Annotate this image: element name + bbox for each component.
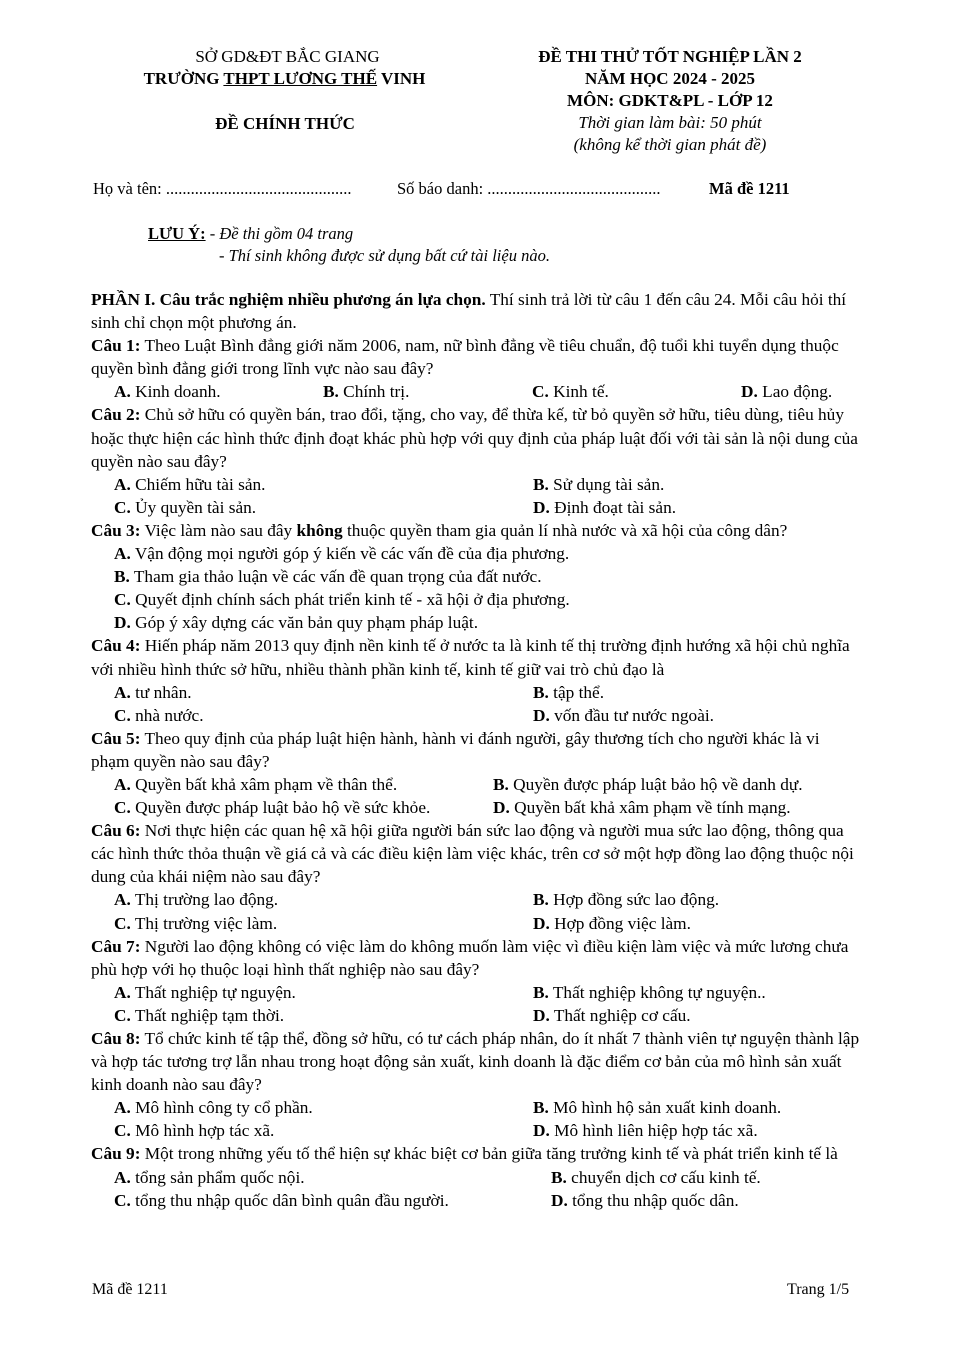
question-5-options-row-1 — [91, 773, 861, 796]
option-b: B. chuyển dịch cơ cấu kinh tế. — [551, 1167, 761, 1187]
option-d: D. Góp ý xây dựng các văn bản quy phạm pháp luật. — [114, 613, 479, 633]
part-1-title: PHẦN I. Câu trắc nghiệm nhiều phương án lựa chọn. — [91, 290, 486, 309]
option-d: D. Lao động. — [741, 382, 833, 402]
question-6-options-row-2 — [91, 912, 861, 935]
student-id-field: Số báo danh: .......................................... — [397, 179, 661, 198]
time-allowed: Thời gian làm bài: 50 phút — [578, 113, 762, 132]
question-label: Câu 7: — [91, 936, 141, 956]
time-note: (không kể thời gian phát đề) — [573, 135, 767, 154]
option-c: C. Mô hình hợp tác xã. — [114, 1121, 275, 1141]
question-label: Câu 8: — [91, 1029, 141, 1048]
question-text: Người lao động không có việc làm do không muốn làm việc vì điều kiện làm việc và mức lương chưa phù hợp với họ thuộc loại hình thất nghiệp nào sau đây? — [91, 936, 849, 979]
question-4-options-row-1 — [91, 681, 861, 704]
question-2-options-row-2 — [91, 496, 861, 519]
question-label: Câu 1: — [91, 336, 141, 356]
question-8-options-row-2 — [91, 1119, 861, 1142]
question-label: Câu 4: — [91, 636, 141, 656]
option-d: D. vốn đầu tư nước ngoài. — [533, 705, 714, 725]
question-label: Câu 2: — [91, 405, 141, 425]
option-a: A. tổng sản phẩm quốc nội. — [114, 1167, 305, 1187]
question-text: Theo quy định của pháp luật hiện hành, hành vi đánh người, gây thương tích cho người khác là vi phạm quyền nào sau đây? — [91, 728, 820, 771]
question-6-options-row-1 — [91, 888, 861, 911]
question-8-options-row-1 — [91, 1096, 861, 1119]
option-b: B. Mô hình hộ sản xuất kinh doanh. — [533, 1098, 782, 1118]
school-name-underlined: THPT LƯƠNG THẾ — [223, 69, 378, 88]
school-name-prefix: TRƯỜNG — [143, 69, 224, 88]
question-1 — [91, 334, 861, 380]
question-text: Tổ chức kinh tế tập thể, đồng sở hữu, có tư cách pháp nhân, do ít nhất 7 thành viên tự nguyện thành lập và hợp tác tương trợ lẫn nhau trong hoạt động sản xuất, kinh doanh là đặc điểm cơ bản của mô hình sản xuất kinh doanh nào sau đây? — [91, 1029, 860, 1095]
part-1-description: Thí sinh trả lời từ câu 1 đến câu 24. Mỗi câu hỏi thí sinh chỉ chọn một phương án. — [91, 290, 847, 333]
question-3-options — [91, 542, 861, 634]
option-a: A. Chiếm hữu tài sản. — [114, 474, 266, 494]
question-6 — [91, 819, 861, 888]
option-a: A. Quyền bất khả xâm phạm về thân thể. — [114, 774, 398, 794]
note-line-1 — [148, 224, 353, 244]
school-year: NĂM HỌC 2024 - 2025 — [585, 69, 755, 88]
note-label: LƯU Ý: — [148, 224, 206, 243]
subject-line: MÔN: GDKT&PL - LỚP 12 — [567, 91, 773, 110]
note-text-2: - Thí sinh không được sử dụng bất cứ tài liệu nào. — [219, 246, 550, 265]
question-9-options-row-1 — [91, 1166, 861, 1189]
option-a: A. Mô hình công ty cổ phần. — [114, 1098, 313, 1118]
option-b: B. tập thể. — [533, 682, 605, 702]
option-a: A. Thất nghiệp tự nguyện. — [114, 982, 296, 1002]
footer-page-number: Trang 1/5 — [787, 1281, 850, 1298]
question-7-options-row-2 — [91, 1004, 861, 1027]
option-c: C. Ủy quyền tài sản. — [114, 497, 257, 517]
exam-code: Mã đề 1211 — [709, 179, 790, 198]
question-5-options-row-2 — [91, 796, 861, 819]
exam-content — [91, 288, 861, 1212]
school-name — [112, 68, 457, 90]
question-5 — [91, 727, 861, 773]
note-text-1: - Đề thi gồm 04 trang — [205, 224, 354, 243]
question-4-options-row-2 — [91, 704, 861, 727]
official-exam-label: ĐỀ CHÍNH THỨC — [215, 114, 355, 133]
question-7 — [91, 935, 861, 981]
question-4 — [91, 634, 861, 680]
option-d: D. Hợp đồng việc làm. — [533, 913, 691, 933]
option-c: C. tổng thu nhập quốc dân bình quân đầu người. — [114, 1190, 449, 1210]
question-8 — [91, 1027, 861, 1096]
option-c: C. Kinh tế. — [532, 382, 609, 402]
question-2 — [91, 403, 861, 472]
question-text: Nơi thực hiện các quan hệ xã hội giữa người bán sức lao động và người mua sức lao động, thông qua các hình thức thỏa thuận về giá cả và các điều kiện làm việc khác, trên cơ sở một hợp đồng lao động thuộc nội dung của khái niệm nào sau đây? — [91, 821, 854, 887]
question-3: Câu 3: Việc làm nào sau đây không thuộc quyền tham gia quản lí nhà nước và xã hội của công dân? — [91, 520, 788, 540]
question-2-options-row-1 — [91, 473, 861, 496]
option-c: C. Quyền được pháp luật bảo hộ về sức khỏe. — [114, 798, 431, 818]
option-c: C. Quyết định chính sách phát triển kinh tế - xã hội ở địa phương. — [114, 590, 570, 610]
option-c: C. nhà nước. — [114, 705, 204, 725]
option-c: C. Thị trường việc làm. — [114, 913, 278, 933]
school-name-suffix: VINH — [377, 69, 426, 88]
option-d: D. Thất nghiệp cơ cấu. — [533, 1005, 691, 1025]
question-text: Một trong những yếu tố thể hiện sự khác biệt cơ bản giữa tăng trưởng kinh tế và phát triển kinh tế là — [140, 1144, 838, 1164]
option-b: B. Hợp đồng sức lao động. — [533, 890, 720, 910]
question-label: Câu 6: — [91, 821, 141, 841]
question-1-options — [91, 380, 861, 403]
option-a: A. tư nhân. — [114, 682, 192, 702]
option-b: B. Chính trị. — [323, 382, 410, 402]
option-d: D. Mô hình liên hiệp hợp tác xã. — [533, 1121, 758, 1141]
question-7-options-row-1 — [91, 981, 861, 1004]
option-d: D. Quyền bất khả xâm phạm về tính mạng. — [493, 798, 791, 818]
question-text: Chủ sở hữu có quyền bán, trao đổi, tặng, cho vay, để thừa kế, từ bỏ quyền sở hữu, tiêu dùng, tiêu hủy hoặc thực hiện các hình thức định đoạt khác phù hợp với quy định của pháp luật đối với tài sản là nội dung của quyền nào sau đây? — [91, 405, 858, 471]
option-d: D. tổng thu nhập quốc dân. — [551, 1190, 739, 1210]
question-label: Câu 3: — [91, 520, 141, 540]
part-1-intro — [91, 288, 861, 334]
option-c: C. Thất nghiệp tạm thời. — [114, 1005, 285, 1025]
option-b: B. Quyền được pháp luật bảo hộ về danh dự. — [493, 774, 803, 794]
department-name: SỞ GD&ĐT BẮC GIANG — [195, 47, 380, 66]
option-b: B. Tham gia thảo luận về các vấn đề quan trọng của đất nước. — [114, 567, 542, 587]
option-d: D. Định đoạt tài sản. — [533, 497, 677, 517]
footer-exam-code: Mã đề 1211 — [92, 1281, 168, 1298]
question-text: Theo Luật Bình đẳng giới năm 2006, nam, nữ bình đẳng về tiêu chuẩn, độ tuổi khi tuyển dụng thuộc quyền bình đẳng giới trong lĩnh vực nào sau đây? — [91, 336, 839, 379]
question-label: Câu 5: — [91, 728, 141, 748]
question-label: Câu 9: — [91, 1144, 141, 1164]
option-a: A. Thị trường lao động. — [114, 890, 279, 910]
question-text: Hiến pháp năm 2013 quy định nền kinh tế ở nước ta là kinh tế thị trường định hướng xã hội chủ nghĩa với nhiều hình thức sở hữu, nhiều thành phần kinh tế, kinh tế giữ vai trò chủ đạo là — [91, 636, 850, 679]
question-9-options-row-2 — [91, 1189, 861, 1212]
option-a: A. Kinh doanh. — [114, 382, 221, 402]
option-b: B. Sử dụng tài sản. — [533, 474, 665, 494]
student-name-field: Họ và tên: ............................................. — [93, 179, 352, 198]
exam-title: ĐỀ THI THỬ TỐT NGHIỆP LẦN 2 — [538, 47, 802, 66]
option-a: A. Vận động mọi người góp ý kiến về các vấn đề của địa phương. — [114, 544, 570, 564]
question-9 — [91, 1142, 861, 1165]
option-b: B. Thất nghiệp không tự nguyện.. — [533, 982, 766, 1002]
